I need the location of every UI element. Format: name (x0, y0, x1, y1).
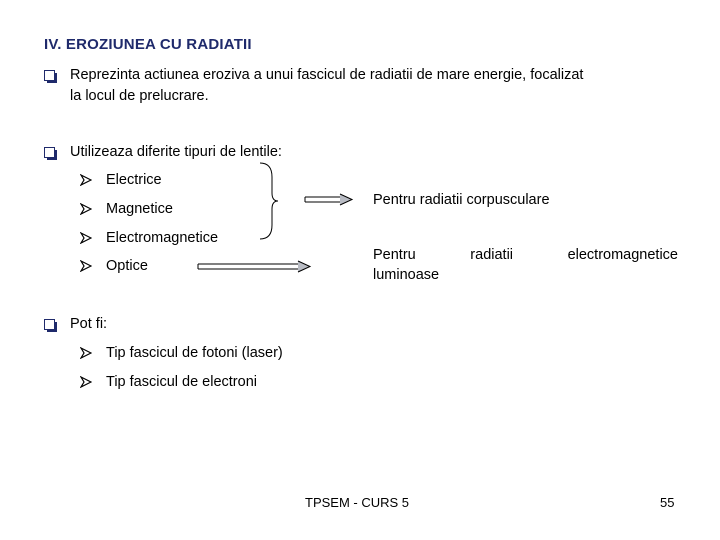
page-number: 55 (660, 495, 675, 510)
square-bullet-icon (44, 70, 55, 81)
lens-diagram-connectors (180, 155, 360, 285)
lens-type-electrice: Electrice (106, 172, 162, 188)
lens-type-optice: Optice (106, 258, 148, 274)
arrowhead-bullet-icon (80, 203, 92, 215)
square-bullet-icon (44, 319, 55, 330)
type-fotoni: Tip fascicul de fotoni (laser) (106, 345, 283, 361)
arrow-right-icon (305, 194, 352, 205)
target-luminoase-line-2: luminoase (373, 267, 440, 283)
arrowhead-bullet-icon (80, 347, 92, 359)
arrowhead-bullet-icon (80, 232, 92, 244)
lens-type-magnetice: Magnetice (106, 201, 173, 217)
arrowhead-bullet-icon (80, 376, 92, 388)
bullet-3-text: Pot fi: (70, 316, 108, 332)
arrow-right-icon (198, 261, 310, 272)
square-bullet-icon (44, 147, 55, 158)
bullet-2-text: Utilizeaza diferite tipuri de lentile: (70, 144, 282, 160)
target-word: electromagnetice (567, 247, 678, 263)
right-brace-icon (260, 163, 278, 239)
bullet-1-line-1: Reprezinta actiunea eroziva a unui fascicul de radiatii de mare energie, focalizat (70, 67, 584, 83)
arrowhead-bullet-icon (80, 174, 92, 186)
type-electroni: Tip fascicul de electroni (106, 374, 257, 390)
target-word: radiatii (470, 247, 514, 263)
lens-type-electromagnetice: Electromagnetice (106, 230, 219, 246)
target-corpusculare: Pentru radiatii corpusculare (373, 192, 550, 208)
arrowhead-bullet-icon (80, 260, 92, 272)
bullet-1-line-2: la locul de prelucrare. (70, 88, 209, 104)
footer-course: TPSEM - CURS 5 (305, 495, 410, 510)
slide-title: IV. EROZIUNEA CU RADIATII (44, 36, 252, 53)
target-luminoase-line-1 (373, 245, 678, 265)
target-word: Pentru (373, 247, 416, 263)
